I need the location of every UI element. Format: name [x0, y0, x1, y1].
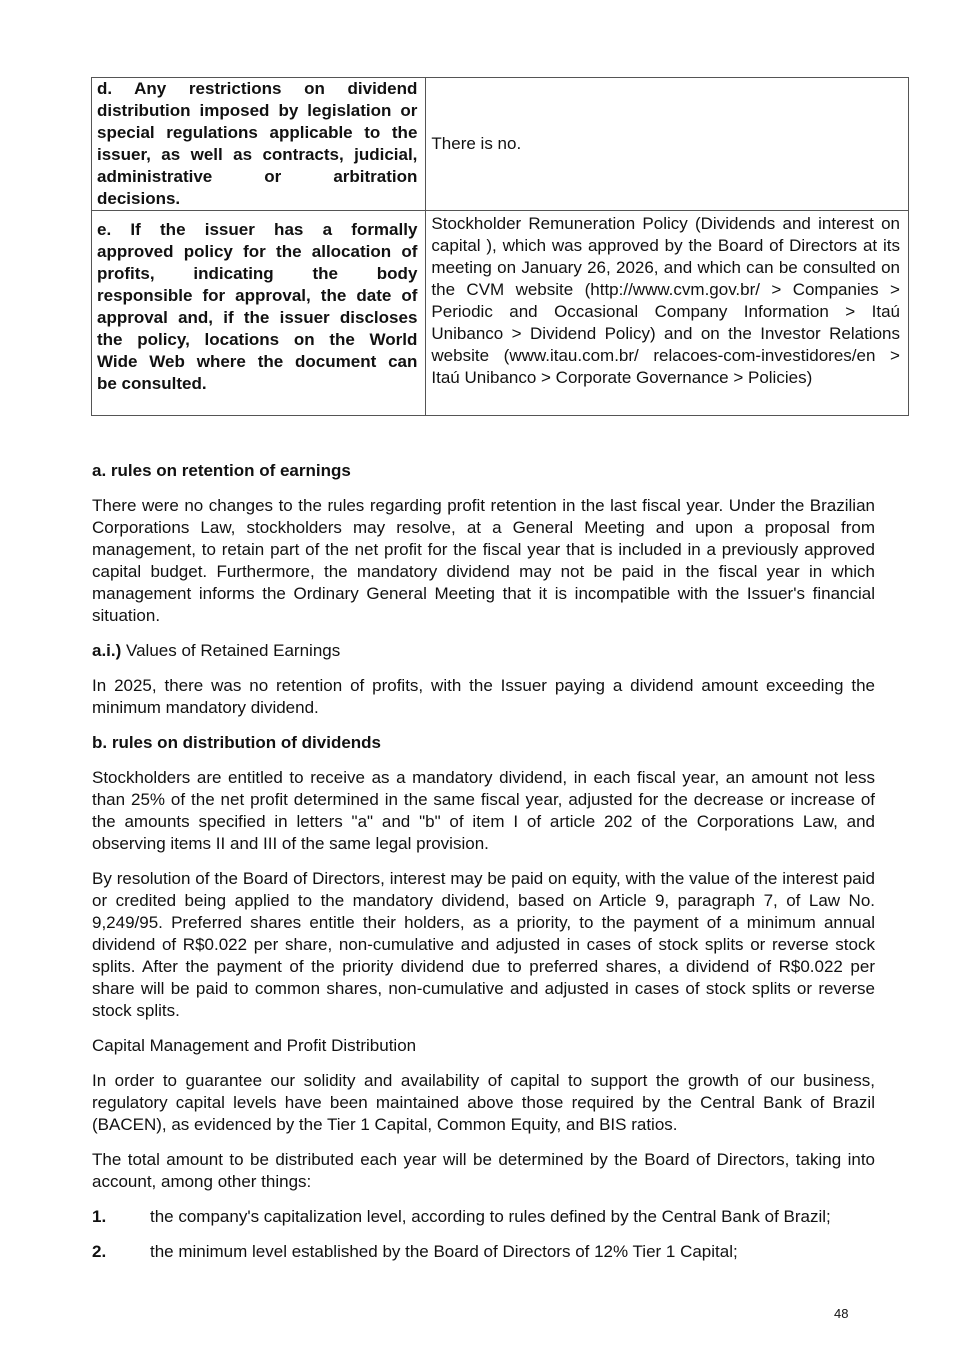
restrictions-question-cell: [92, 78, 426, 211]
capital-management-title: Capital Management and Profit Distribution: [92, 1036, 417, 1055]
section-a-paragraph: There were no changes to the rules regarding profit retention in the last fiscal year. Under the Brazilian Corporations Law, stockholders may resolve, at a General Meeting and upon a proposal from management, to retain part of the net profit for the fiscal year that is included in a previously approved capital budget. Furthermore, the mandatory dividend may not be paid in the fiscal year in which management informs the Ordinary General Meeting that it is incompatible with the Issuer's financial situation.: [92, 496, 875, 625]
question-line: special regulations applicable to the: [97, 123, 418, 142]
list-item: [92, 1241, 875, 1263]
capital-management-paragraph-2: The total amount to be distributed each year will be determined by the Board of Directors, taking into account, among other things:: [92, 1150, 875, 1191]
question-line: Wide Web where the document can: [97, 352, 418, 371]
list-item-number: 1.: [92, 1207, 107, 1226]
restrictions-answer-cell: There is no.: [426, 78, 909, 211]
question-line: e. If the issuer has a formally: [97, 220, 418, 239]
section-ai-heading: [92, 640, 875, 662]
question-line: the policy, locations on the World: [97, 330, 418, 349]
question-line: approval and, if the issuer discloses: [97, 308, 418, 327]
list-item: [92, 1206, 875, 1228]
section-ai-paragraph: In 2025, there was no retention of profits, with the Issuer paying a dividend amount exceeding the minimum mandatory dividend.: [92, 676, 875, 717]
question-line: issuer, as well as contracts, judicial,: [97, 145, 418, 164]
section-ai-label: a.i.): [92, 641, 122, 660]
section-b-heading: b. rules on distribution of dividends: [92, 733, 381, 752]
table-row-restrictions: [92, 78, 909, 211]
list-item-text: the minimum level established by the Board of Directors of 12% Tier 1 Capital;: [150, 1242, 738, 1261]
question-line: responsible for approval, the date of: [97, 286, 418, 305]
dividend-info-table: [91, 77, 909, 416]
policy-question-cell: [92, 211, 426, 416]
question-line: profits, indicating the body: [97, 264, 418, 283]
question-line: decisions.: [97, 189, 181, 208]
question-line: distribution imposed by legislation or: [97, 101, 418, 120]
table-row-policy: [92, 211, 909, 416]
list-item-number: 2.: [92, 1242, 107, 1261]
question-line: d. Any restrictions on dividend: [97, 79, 418, 98]
question-line: administrative or arbitration: [97, 167, 418, 186]
section-ai-title: Values of Retained Earnings: [121, 641, 341, 660]
section-b-paragraph-2: By resolution of the Board of Directors, interest may be paid on equity, with the value of the interest paid or credited being applied to the mandatory dividend, based on Article 9, paragraph 7, of Law No. 9,249/95. Preferred shares entitle their holders, as a priority, to the payment of a minimum annual dividend of R$0.022 per share, non-cumulative and adjusted in cases of stock splits or reverse stock splits. After the payment of the priority dividend due to preferred shares, a dividend of R$0.022 per share will be paid to common shares, non-cumulative and adjusted in cases of stock splits or reverse stock splits.: [92, 869, 875, 1020]
page-number: 48: [834, 1306, 849, 1321]
section-a-heading: a. rules on retention of earnings: [92, 461, 351, 480]
policy-answer-cell: Stockholder Remuneration Policy (Dividends and interest on capital ), which was approved by the Board of Directors at its meeting on January 26, 2026, and which can be consulted on the CVM website (http://www.cvm.gov.br/ > Companies > Periodic and Occasional Company Information > Itaú Unibanco > Dividend Policy) and on the Investor Relations website (www.itau.com.br/ relacoes-com-investidores/en > Itaú Unibanco > Corporate Governance > Policies): [426, 211, 909, 416]
question-line: be consulted.: [97, 374, 207, 393]
section-b-paragraph-1: Stockholders are entitled to receive as a mandatory dividend, in each fiscal year, an amount not less than 25% of the net profit determined in the same fiscal year, adjusted for the decrease or increase of the amounts specified in letters "a" and "b" of item I of article 202 of the Corporations Law, and observing items II and III of the same legal provision.: [92, 768, 875, 853]
question-line: approved policy for the allocation of: [97, 242, 418, 261]
list-item-text: the company's capitalization level, according to rules defined by the Central Bank of Brazil;: [150, 1207, 831, 1226]
document-body: [92, 460, 875, 1276]
capital-management-paragraph-1: In order to guarantee our solidity and availability of capital to support the growth of our business, regulatory capital levels have been maintained above those required by the Central Bank of Brazil (BACEN), as evidenced by the Tier 1 Capital, Common Equity, and BIS ratios.: [92, 1071, 875, 1134]
